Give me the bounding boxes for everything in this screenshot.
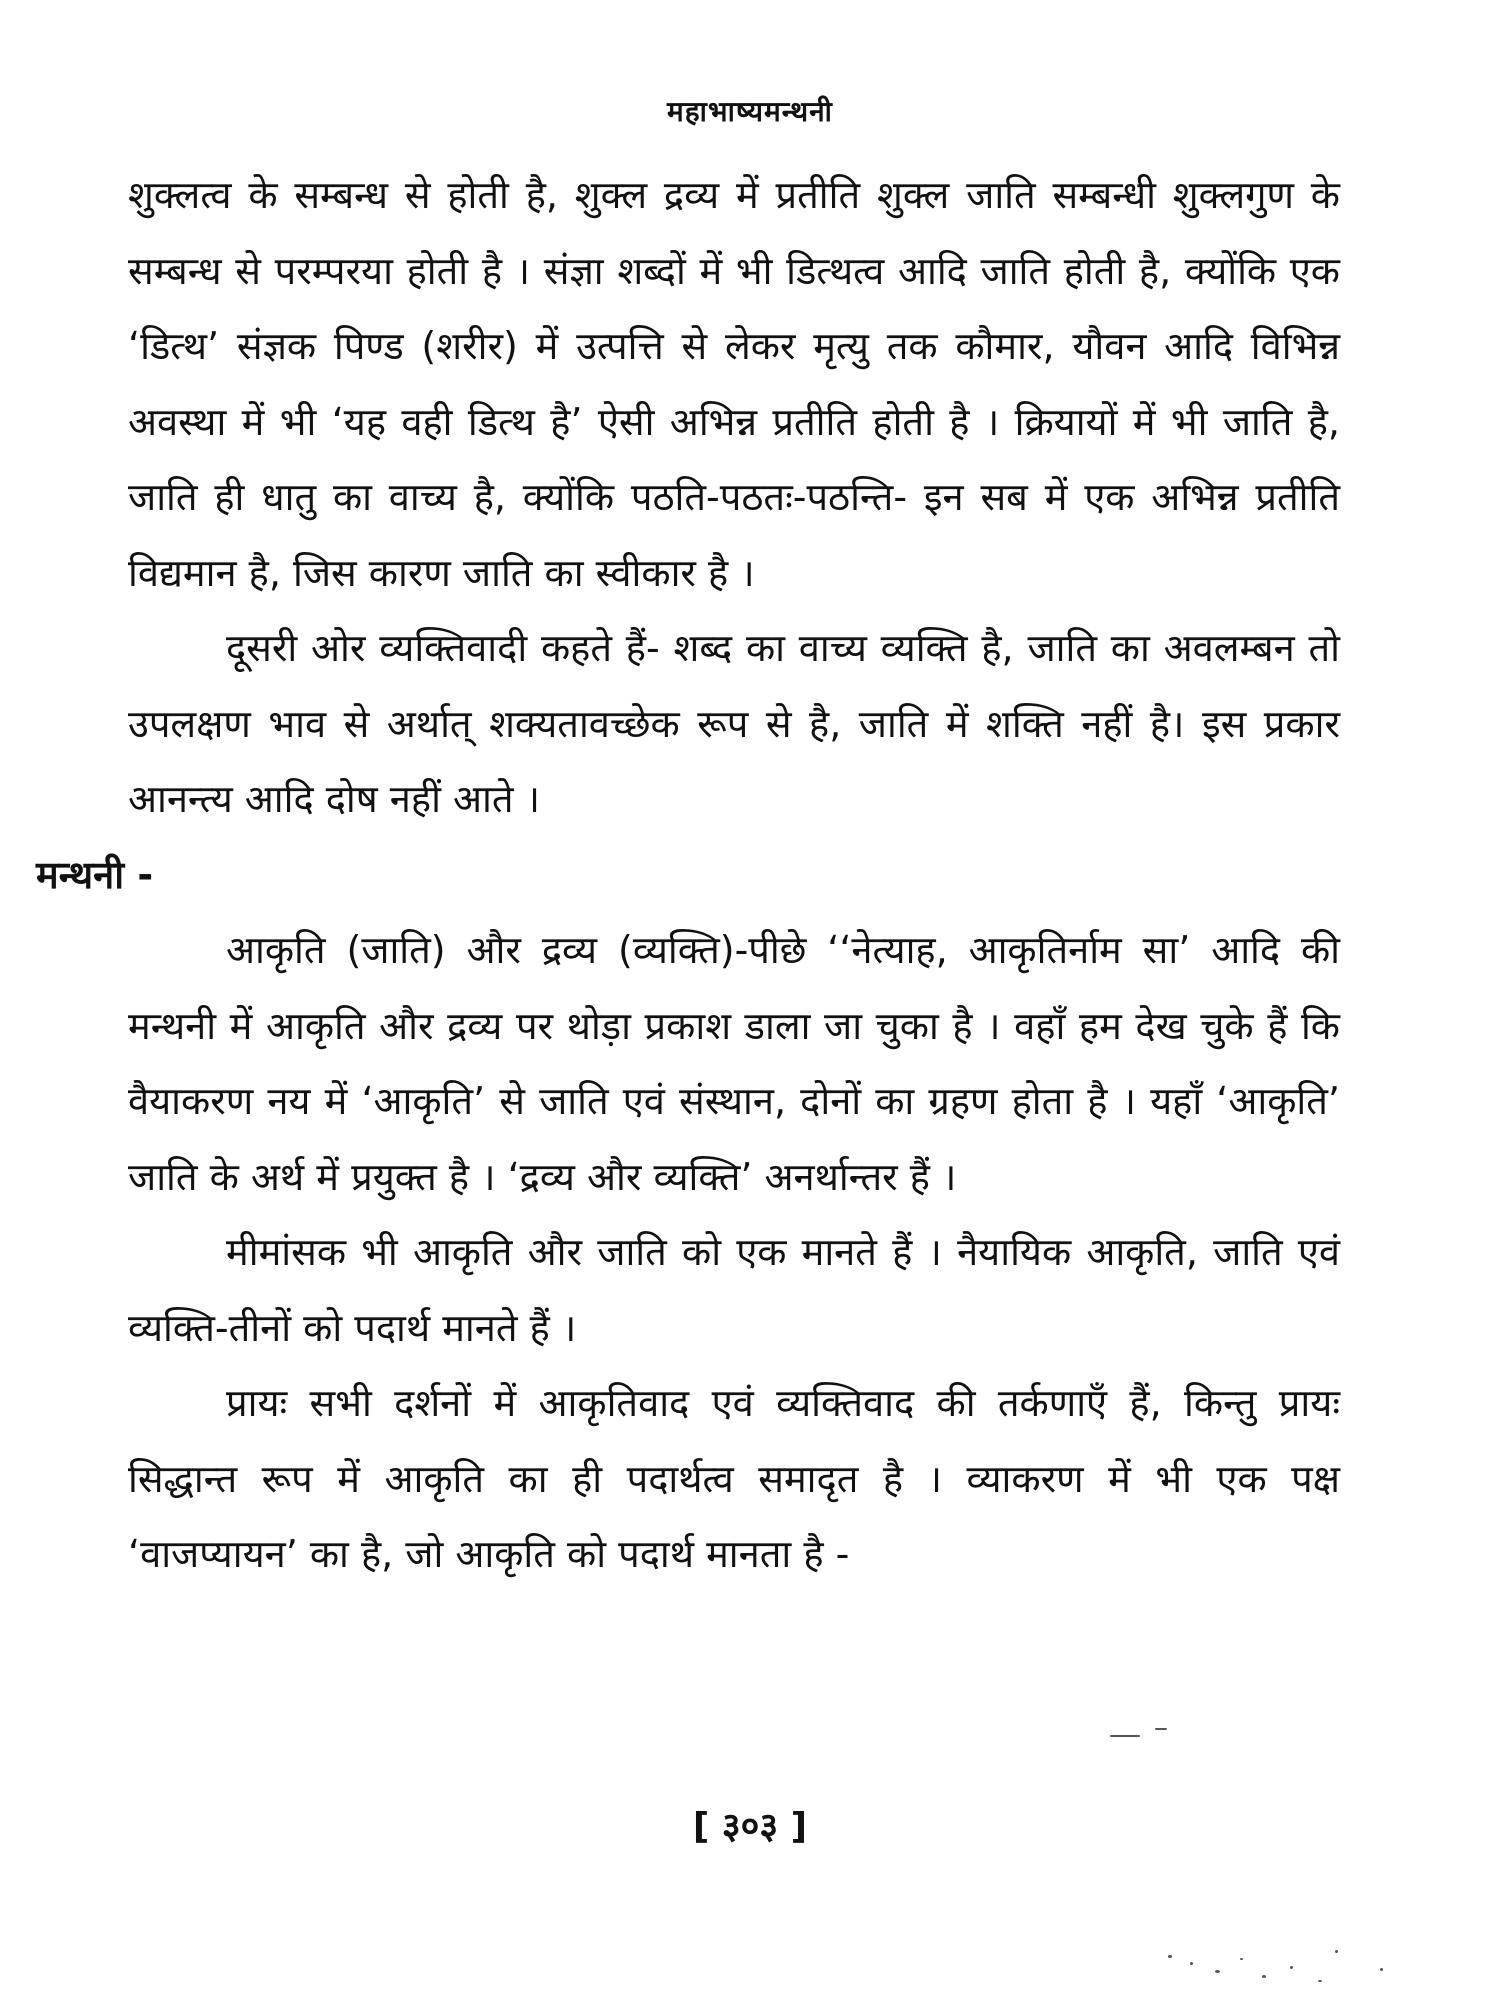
paragraph-akriti-dravya: आकृति (जाति) और द्रव्य (व्यक्ति)-पीछे ‘‘नेत्याह, आकृतिर्नाम सा’ आदि की मन्थनी में आकृति और द्रव्य पर थोड़ा प्रकाश डाला जा चुका है । वहाँ हम देख चुके हैं कि वैयाकरण नय में ‘आकृति’ से जाति एवं संस्थान, दोनों का ग्रहण होता है । यहाँ ‘आकृति’ जाति के अर्थ में प्रयुक्त है । ‘द्रव्य और व्यक्ति’ अनर्थान्तर हैं ।: [128, 928, 1340, 1199]
paragraph-vyaktivada: दूसरी ओर व्यक्तिवादी कहते हैं- शब्द का वाच्य व्यक्ति है, जाति का अवलम्बन तो उपलक्षण भाव से अर्थात् शक्यतावच्छेक रूप से है, जाति में शक्ति नहीं है। इस प्रकार आनन्त्य आदि दोष नहीं आते ।: [128, 626, 1340, 821]
paragraph-jati-continuation: शुक्लत्व के सम्बन्ध से होती है, शुक्ल द्रव्य में प्रतीति शुक्ल जाति सम्बन्धी शुक्लगुण के सम्बन्ध से परम्परया होती है । संज्ञा शब्दों में भी डित्थत्व आदि जाति होती है, क्योंकि एक ‘डित्थ’ संज्ञक पिण्ड (शरीर) में उत्पत्ति से लेकर मृत्यु तक कौमार, यौवन आदि विभिन्न अवस्था में भी ‘यह वही डित्थ है’ ऐसी अभिन्न प्रतीति होती है । क्रियायों में भी जाति है, जाति ही धातु का वाच्य है, क्योंकि पठति-पठतः-पठन्ति- इन सब में एक अभिन्न प्रतीति विद्यमान है, जिस कारण जाति का स्वीकार है ।: [128, 173, 1340, 595]
section-heading-manthani: मन्थनी -: [36, 852, 154, 897]
scan-speck: [1335, 1950, 1338, 1953]
scan-speck: [1215, 1970, 1220, 1973]
scan-speck: [1190, 1962, 1193, 1965]
scan-speck: [1155, 1728, 1167, 1730]
scan-speck: [1110, 1735, 1140, 1737]
scan-speck: [1262, 1975, 1266, 1978]
scan-speck: [1380, 1968, 1383, 1971]
paragraph-darshana: प्रायः सभी दर्शनों में आकृतिवाद एवं व्यक्तिवाद की तर्कणाएँ हैं, किन्तु प्रायः सिद्धान्त रूप में आकृति का ही पदार्थत्व समादृत है । व्याकरण में भी एक पक्ष ‘वाजप्यायन’ का है, जो आकृति को पदार्थ मानता है -: [128, 1381, 1340, 1576]
running-head: महाभाष्यमन्थनी: [667, 95, 833, 128]
scan-speck: [1318, 1980, 1322, 1982]
paragraph-mimamsaka: मीमांसक भी आकृति और जाति को एक मानते हैं । नैयायिक आकृति, जाति एवं व्यक्ति-तीनों को पदार्थ मानते हैं ।: [128, 1230, 1340, 1350]
page-number: [ ३०३ ]: [692, 1806, 808, 1847]
scan-speck: [1168, 1955, 1172, 1958]
scan-speck: [1290, 1966, 1293, 1969]
body-text: [36, 158, 1340, 1593]
scan-speck: [1240, 1958, 1243, 1960]
